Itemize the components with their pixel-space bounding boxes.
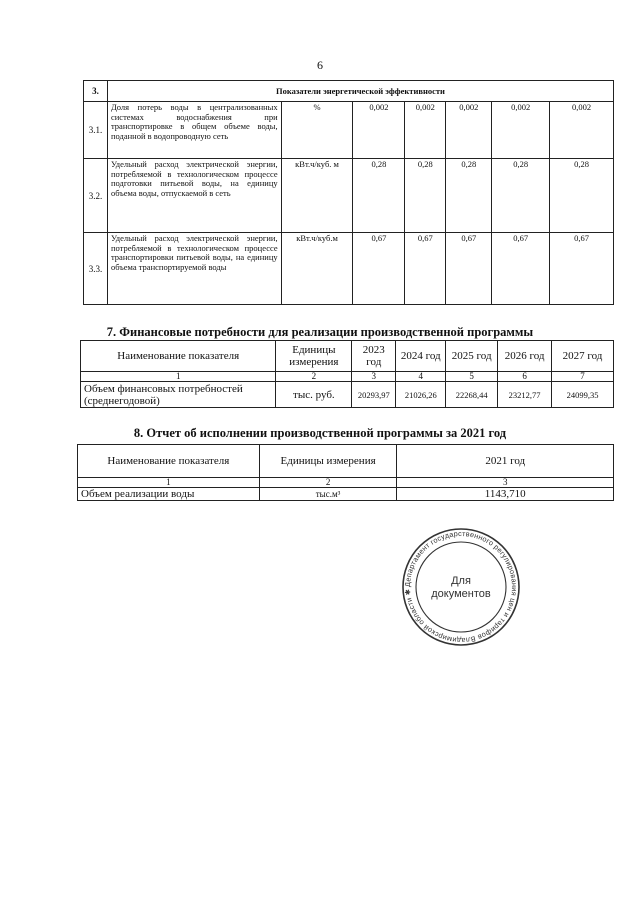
column-number: 3 bbox=[352, 372, 396, 382]
column-header: Наименование показателя bbox=[81, 341, 276, 372]
indicator-unit: тыс. руб. bbox=[276, 382, 352, 408]
column-number: 4 bbox=[396, 372, 446, 382]
section-8-heading: 8. Отчет об исполнении производственной программы за 2021 год bbox=[133, 426, 507, 440]
table-row bbox=[84, 102, 614, 159]
indicator-value: 0,002 bbox=[492, 102, 550, 159]
section-title: Показатели энергетической эффективности bbox=[107, 81, 613, 102]
indicator-value: 24099,35 bbox=[552, 382, 614, 408]
indicator-name: Удельный расход электрической энергии, потребляемой в технологическом процессе подготовки питьевой воды, на единицу объема воды, отпускаемой в сеть bbox=[107, 159, 281, 233]
column-number: 1 bbox=[78, 478, 260, 488]
table-row bbox=[78, 488, 614, 501]
column-header: 2024 год bbox=[396, 341, 446, 372]
column-number: 5 bbox=[446, 372, 498, 382]
column-number: 7 bbox=[552, 372, 614, 382]
column-header: 2025 год bbox=[446, 341, 498, 372]
indicator-value: 0,002 bbox=[550, 102, 614, 159]
indicator-value: 0,28 bbox=[405, 159, 446, 233]
column-number: 3 bbox=[397, 478, 614, 488]
column-header: 2027 год bbox=[552, 341, 614, 372]
column-number: 2 bbox=[276, 372, 352, 382]
indicator-value: 0,28 bbox=[492, 159, 550, 233]
stamp-ring-text: Департамент государственного регулирования цен и тарифов Владимирской области ✱ bbox=[402, 528, 520, 646]
stamp-inner-ring bbox=[416, 542, 506, 632]
page-number: 6 bbox=[317, 58, 323, 72]
stamp-center-line-1: Для bbox=[451, 575, 471, 587]
column-header: Наименование показателя bbox=[78, 445, 260, 478]
indicator-value: 1143,710 bbox=[397, 488, 614, 501]
indicator-value: 0,67 bbox=[492, 233, 550, 305]
row-number: 3.3. bbox=[84, 233, 108, 305]
header-row bbox=[81, 341, 614, 372]
section-7-heading: 7. Финансовые потребности для реализации производственной программы bbox=[106, 325, 534, 339]
indicator-value: 0,002 bbox=[405, 102, 446, 159]
column-number: 1 bbox=[81, 372, 276, 382]
indicator-value: 0,67 bbox=[550, 233, 614, 305]
table-row bbox=[84, 233, 614, 305]
header-row bbox=[78, 445, 614, 478]
column-header: 2021 год bbox=[397, 445, 614, 478]
indicator-name: Объем реализации воды bbox=[78, 488, 260, 501]
column-header: Единицы измерения bbox=[276, 341, 352, 372]
column-header: 2023 год bbox=[352, 341, 396, 372]
indicator-unit: кВт.ч/куб.м bbox=[281, 233, 353, 305]
indicator-value: 23212,77 bbox=[498, 382, 552, 408]
indicator-value: 0,67 bbox=[446, 233, 492, 305]
row-number: 3.2. bbox=[84, 159, 108, 233]
column-number: 2 bbox=[259, 478, 397, 488]
indicator-value: 20293,97 bbox=[352, 382, 396, 408]
indicator-name: Объем финансовых потребностей (среднегодовой) bbox=[81, 382, 276, 408]
indicator-value: 0,28 bbox=[353, 159, 405, 233]
table-row bbox=[81, 382, 614, 408]
indicator-value: 22268,44 bbox=[446, 382, 498, 408]
table-row bbox=[84, 159, 614, 233]
row-number: 3.1. bbox=[84, 102, 108, 159]
column-numbers-row bbox=[78, 478, 614, 488]
indicator-value: 21026,26 bbox=[396, 382, 446, 408]
financial-needs-table bbox=[80, 340, 614, 408]
indicator-name: Доля потерь воды в централизованных системах водоснабжения при транспортировке в общем объеме воды, поданной в водопроводную сеть bbox=[107, 102, 281, 159]
column-header: 2026 год bbox=[498, 341, 552, 372]
column-numbers-row bbox=[81, 372, 614, 382]
indicator-unit: % bbox=[281, 102, 353, 159]
indicator-value: 0,67 bbox=[353, 233, 405, 305]
indicator-unit: кВт.ч/куб. м bbox=[281, 159, 353, 233]
indicator-value: 0,002 bbox=[353, 102, 405, 159]
stamp-center-line-2: документов bbox=[431, 588, 491, 600]
indicator-name: Удельный расход электрической энергии, потребляемой в технологическом процессе транспортировки питьевой воды, на единицу объема транспортируемой воды bbox=[107, 233, 281, 305]
column-number: 6 bbox=[498, 372, 552, 382]
indicator-value: 0,002 bbox=[446, 102, 492, 159]
energy-efficiency-table bbox=[83, 80, 614, 305]
indicator-value: 0,28 bbox=[446, 159, 492, 233]
indicator-value: 0,28 bbox=[550, 159, 614, 233]
indicator-unit: тыс.м³ bbox=[259, 488, 397, 501]
section-header-row bbox=[84, 81, 614, 102]
indicator-value: 0,67 bbox=[405, 233, 446, 305]
section-number: 3. bbox=[84, 81, 108, 102]
official-stamp bbox=[401, 527, 521, 647]
column-header: Единицы измерения bbox=[259, 445, 397, 478]
program-report-table bbox=[77, 444, 614, 501]
